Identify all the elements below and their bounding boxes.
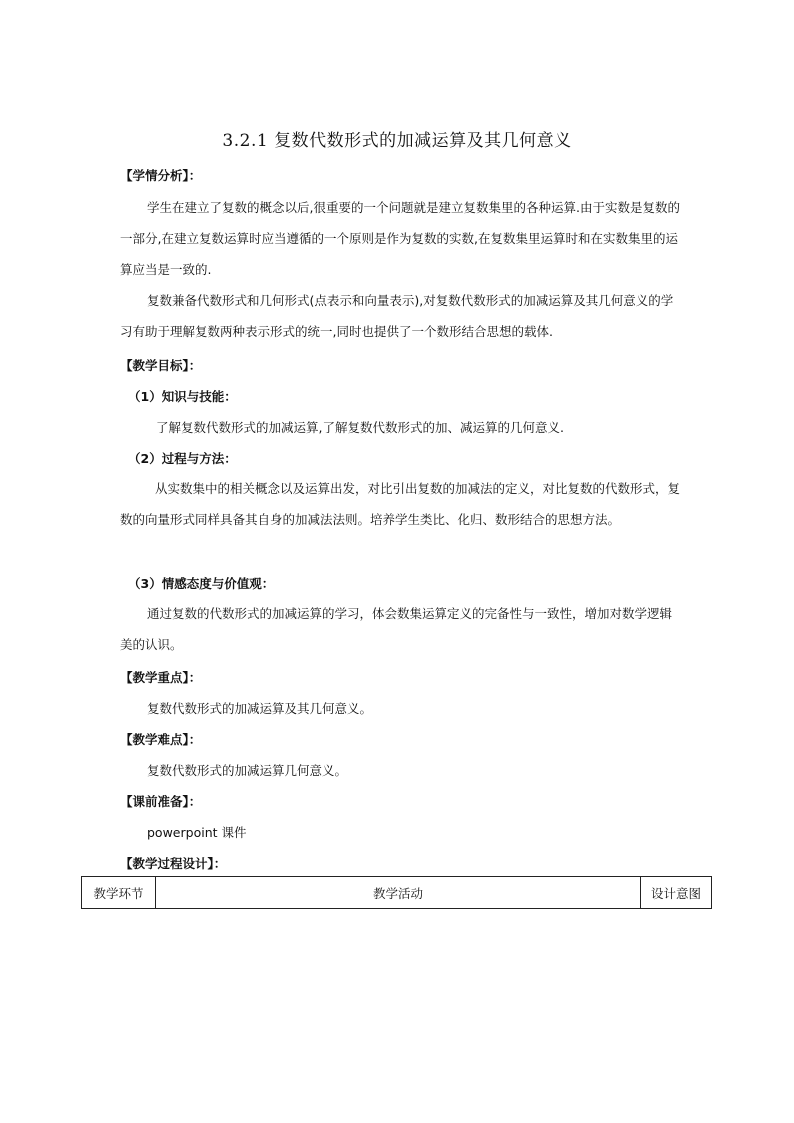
goal-2-paragraph (120, 473, 680, 535)
header-design-intent: 设计意图 (641, 877, 712, 909)
page-title: 3.2.1 复数代数形式的加减运算及其几何意义 (222, 131, 572, 151)
section-difficulty-heading: 【教学难点】： (120, 732, 202, 747)
section-prep-heading: 【课前准备】： (120, 794, 202, 809)
process-design-table (81, 876, 712, 909)
section-goals-heading: 【教学目标】： (120, 358, 202, 373)
goal-1-text: 了解复数代数形式的加减运算,了解复数代数形式的加、减运算的几何意义. (156, 420, 564, 435)
goal-3-paragraph (120, 598, 680, 660)
analysis-paragraphs (120, 192, 680, 347)
header-teaching-stage: 教学环节 (82, 877, 156, 909)
section-keypoint-heading: 【教学重点】： (120, 670, 202, 685)
goal-2-text: 从实数集中的相关概念以及运算出发，对比引出复数的加减法的定义，对比复数的代数形式，复数的向量形式同样具备其自身的加减法法则。培养学生类比、化归、数形结合的思想方法。 (120, 481, 681, 527)
analysis-paragraph-1: 学生在建立了复数的概念以后,很重要的一个问题就是建立复数集里的各种运算.由于实数是复数的一部分,在建立复数运算时应当遵循的一个原则是作为复数的实数,在复数集里运算时和在实数集里的运算应当是一致的. (120, 200, 680, 277)
goal-3-heading: （3）情感态度与价值观： (128, 576, 275, 591)
analysis-paragraph-2: 复数兼备代数形式和几何形式(点表示和向量表示),对复数代数形式的加减运算及其几何意义的学习有助于理解复数两种表示形式的统一,同时也提供了一个数形结合思想的载体. (120, 293, 674, 339)
section-process-heading: 【教学过程设计】： (120, 856, 227, 871)
goal-1-heading: （1）知识与技能： (128, 389, 237, 404)
difficulty-text: 复数代数形式的加减运算几何意义。 (147, 763, 348, 778)
keypoint-text: 复数代数形式的加减运算及其几何意义。 (147, 701, 373, 716)
header-teaching-activity: 教学活动 (156, 877, 641, 909)
section-analysis-heading: 【学情分析】： (120, 168, 202, 183)
prep-text: powerpoint 课件 (147, 825, 247, 840)
goal-2-heading: （2）过程与方法： (128, 451, 237, 466)
table-header-row (82, 877, 712, 909)
goal-3-text: 通过复数的代数形式的加减运算的学习，体会数集运算定义的完备性与一致性，增加对数学逻辑美的认识。 (120, 606, 673, 652)
